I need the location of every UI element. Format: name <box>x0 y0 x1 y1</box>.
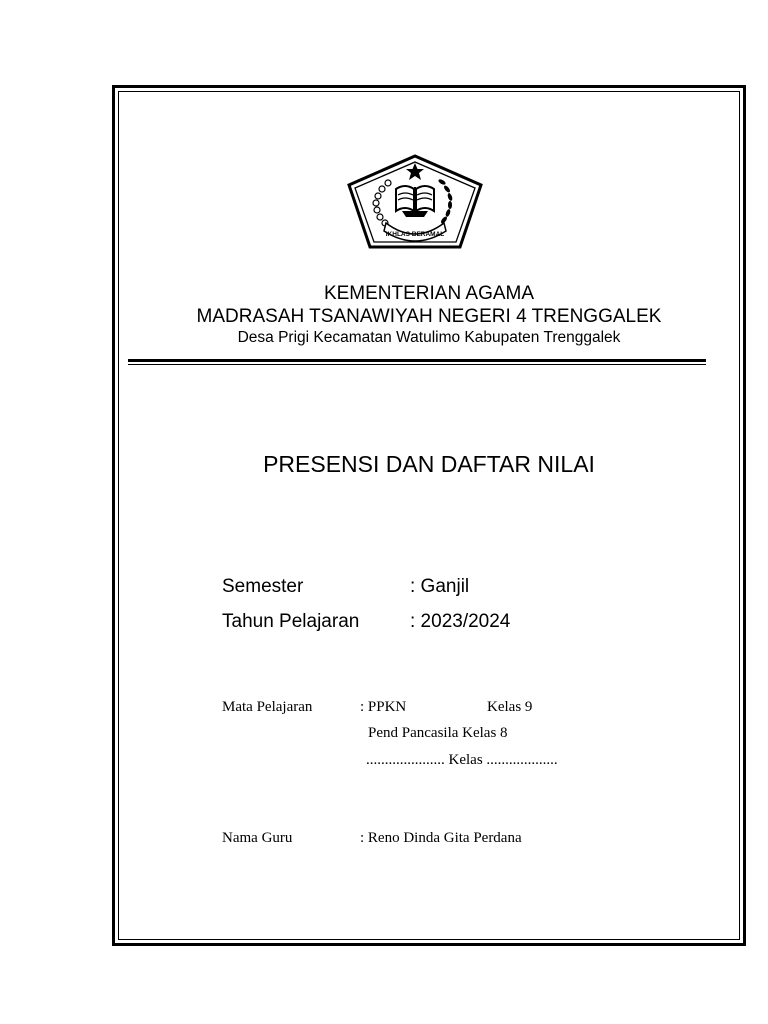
header-divider-thin <box>128 364 706 365</box>
subject-label: Mata Pelajaran <box>222 699 313 715</box>
document-title: PRESENSI DAN DAFTAR NILAI <box>263 451 595 477</box>
teacher-name: : Reno Dinda Gita Perdana <box>360 830 522 846</box>
academic-year-value: : 2023/2024 <box>410 611 511 632</box>
subject-value-3: ..................... Kelas ................... <box>366 752 558 768</box>
subject-class-1: Kelas 9 <box>487 699 533 715</box>
academic-year-label: Tahun Pelajaran <box>222 611 360 632</box>
semester-value: : Ganjil <box>410 576 470 597</box>
ministry-heading: KEMENTERIAN AGAMA <box>323 283 535 304</box>
school-address: Desa Prigi Kecamatan Watulimo Kabupaten Trenggalek <box>237 329 621 346</box>
teacher-label: Nama Guru <box>222 830 293 846</box>
subject-value-2: Pend Pancasila Kelas 8 <box>368 725 508 741</box>
semester-label: Semester <box>222 576 304 597</box>
header-divider-thick <box>128 359 706 362</box>
kemenag-logo-icon <box>346 153 484 249</box>
subject-value-1: : PPKN <box>360 699 407 715</box>
school-heading: MADRASAH TSANAWIYAH NEGERI 4 TRENGGALEK <box>196 306 662 327</box>
logo-motto-text: IKHLAS BERAMAL <box>385 231 445 238</box>
